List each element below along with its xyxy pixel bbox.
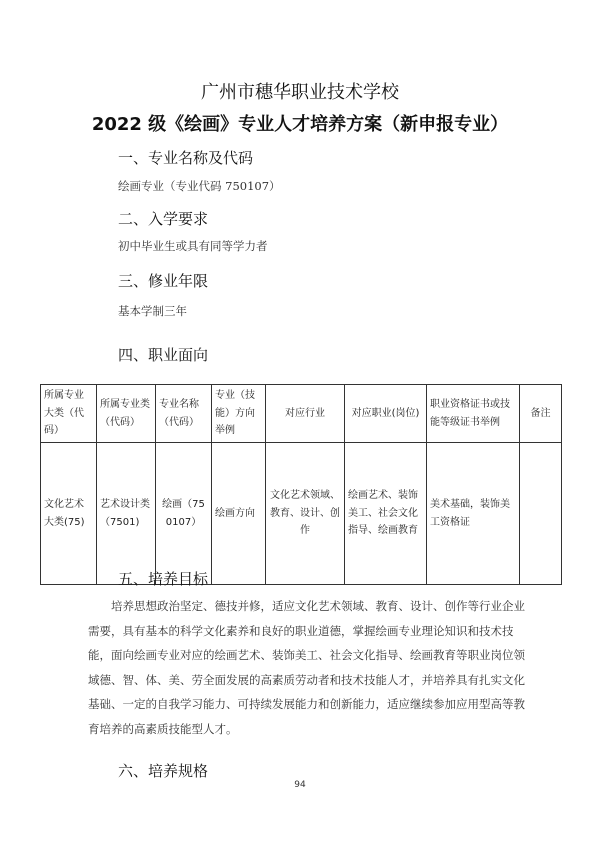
table-cell: 绘画方向 [212, 443, 266, 585]
table-header-cell: 职业资格证书或技能等级证书举例 [427, 385, 520, 443]
table-cell: 文化艺术大类(75) [41, 443, 97, 585]
section-text-1: 绘画专业（专业代码 750107） [118, 179, 281, 193]
section-heading-4: 四、职业面向 [118, 346, 209, 364]
document-subtitle: 2022 级《绘画》专业人才培养方案（新申报专业） [91, 114, 509, 135]
table-header-cell: 所属专业类（代码） [97, 385, 156, 443]
table-header-cell: 备注 [520, 385, 562, 443]
table-header-cell: 对应职业(岗位) [345, 385, 427, 443]
table-cell: 绘画艺术、装饰美工、社会文化指导、绘画教育 [345, 443, 427, 585]
table-cell: 文化艺术领域、教育、设计、创作 [266, 443, 345, 585]
table-header-cell: 专业（技能）方向举例 [212, 385, 266, 443]
table-header-cell: 对应行业 [266, 385, 345, 443]
section-heading-5: 五、培养目标 [118, 570, 209, 588]
table-header-cell: 所属专业大类（代码） [41, 385, 97, 443]
section-text-3: 基本学制三年 [118, 304, 187, 318]
table-cell: 绘画（750107） [156, 443, 212, 585]
section-heading-6: 六、培养规格 [118, 762, 209, 780]
page-number: 94 [294, 780, 306, 790]
section-heading-3: 三、修业年限 [118, 272, 209, 290]
table-header-cell: 专业名称（代码） [156, 385, 212, 443]
document-title: 广州市穗华职业技术学校 [201, 82, 399, 103]
table-row [41, 443, 562, 585]
section-text-2: 初中毕业生或具有同等学力者 [118, 239, 268, 253]
section-heading-1: 一、专业名称及代码 [118, 149, 254, 167]
occupation-table [40, 384, 562, 585]
table-header-row [41, 385, 562, 443]
section-heading-2: 二、入学要求 [118, 210, 209, 228]
table-cell: 艺术设计类（7501) [97, 443, 156, 585]
table-cell [520, 443, 562, 585]
section-text-5: 培养思想政治坚定、德技并修，适应文化艺术领域、教育、设计、创作等行业企业需要，具有基本的科学文化素养和良好的职业道德，掌握绘画专业理论知识和技术技能，面向绘画专业对应的绘画艺术、装饰美工、社会文化指导、绘画教育等职业岗位领域德、智、体、美、劳全面发展的高素质劳动者和技术技能人才，并培养具有扎实文化基础、一定的自我学习能力、可持续发展能力和创新能力，适应继续参加应用型高等教育培养的高素质技能型人才。 [88, 599, 525, 736]
table-cell: 美术基础，装饰美工资格证 [427, 443, 520, 585]
